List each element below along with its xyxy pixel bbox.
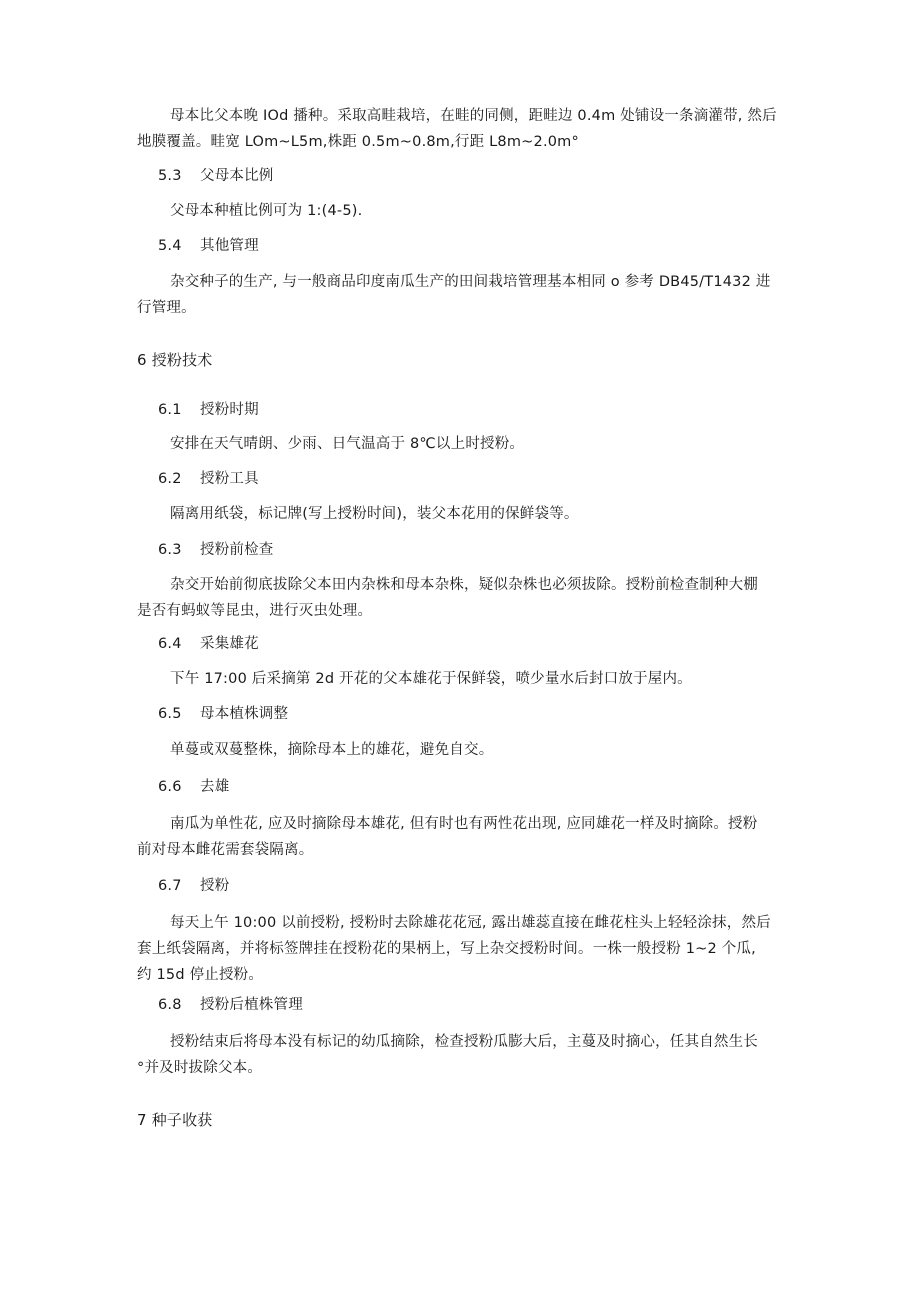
- section-heading-6-7: [158, 876, 229, 896]
- section-number: 6.2: [158, 471, 182, 487]
- section-title: 授粉工具: [200, 471, 259, 487]
- paragraph-line: 套上纸袋隔离，并将标签牌挂在授粉花的果柄上，写上杂交授粉时间。一株一般授粉 1~2 个瓜,: [137, 941, 756, 957]
- paragraph-line: 杂交种子的生产, 与一般商品印度南瓜生产的田间栽培管理基本相同 o 参考 DB45/T1432 进: [170, 274, 771, 290]
- paragraph-line: 隔离用纸袋，标记牌(写上授粉时间)，装父本花用的保鲜袋等。: [170, 506, 579, 522]
- section-number: 6.1: [158, 402, 182, 418]
- paragraph-line: 是否有蚂蚁等昆虫，进行灭虫处理。: [137, 603, 373, 619]
- section-heading-6-8: [158, 995, 303, 1015]
- section-number: 6.8: [158, 997, 182, 1013]
- section-title: 授粉后植株管理: [200, 997, 303, 1013]
- paragraph-line: 下午 17:00 后采摘第 2d 开花的父本雄花于保鲜袋，喷少量水后封口放于屋内。: [170, 671, 692, 687]
- paragraph-line: 南瓜为单性花, 应及时摘除母本雄花, 但有时也有两性花出现, 应同雄花一样及时摘除。授粉: [170, 816, 758, 832]
- section-heading-6-3: [158, 540, 274, 560]
- section-number: 6.4: [158, 636, 182, 652]
- chapter-heading-7: 7 种子收获: [137, 1111, 213, 1129]
- paragraph-line: 授粉结束后将母本没有标记的幼瓜摘除，检查授粉瓜膨大后，主蔓及时摘心，任其自然生长: [170, 1034, 758, 1050]
- section-heading-6-6: [158, 777, 229, 797]
- paragraph-line: 地膜覆盖。畦宽 LOm~L5m,株距 0.5m~0.8m,行距 L8m~2.0m°: [137, 134, 579, 150]
- paragraph-line: 杂交开始前彻底拔除父本田内杂株和母本杂株，疑似杂株也必须拔除。授粉前检查制种大棚: [170, 577, 758, 593]
- section-title: 授粉前检查: [200, 542, 274, 558]
- section-heading-6-1: [158, 400, 259, 420]
- paragraph-line: 安排在天气晴朗、少雨、日气温高于 8℃以上时授粉。: [170, 436, 525, 452]
- section-heading-6-5: [158, 704, 288, 724]
- section-heading-6-2: [158, 469, 259, 489]
- section-number: 6.3: [158, 542, 182, 558]
- section-number: 5.3: [158, 168, 182, 184]
- paragraph-line: 行管理。: [137, 300, 196, 316]
- section-title: 父母本比例: [200, 168, 274, 184]
- section-title: 母本植株调整: [200, 706, 289, 722]
- section-number: 6.7: [158, 878, 182, 894]
- section-heading-5-3: [158, 166, 274, 186]
- paragraph-line: 母本比父本晚 IOd 播种。采取高畦栽培，在畦的同侧，距畦边 0.4m 处铺设一条滴灌带, 然后: [170, 108, 777, 124]
- paragraph-line: °并及时拔除父本。: [137, 1060, 263, 1076]
- paragraph-line: 前对母本雌花需套袋隔离。: [137, 842, 314, 858]
- paragraph-line: 约 15d 停止授粉。: [137, 967, 264, 983]
- section-title: 采集雄花: [200, 636, 259, 652]
- paragraph-line: 父母本种植比例可为 1:(4-5).: [170, 203, 363, 219]
- chapter-heading-6: 6 授粉技术: [137, 351, 213, 369]
- paragraph-line: 单蔓或双蔓整株，摘除母本上的雄花，避免自交。: [170, 742, 494, 758]
- section-title: 其他管理: [200, 238, 259, 254]
- section-heading-6-4: [158, 634, 259, 654]
- section-heading-5-4: [158, 236, 259, 256]
- section-title: 授粉时期: [200, 402, 259, 418]
- paragraph-line: 每天上午 10:00 以前授粉, 授粉时去除雄花花冠, 露出雄蕊直接在雌花柱头上轻轻涂抹，然后: [170, 915, 771, 931]
- section-number: 6.5: [158, 706, 182, 722]
- section-number: 6.6: [158, 779, 182, 795]
- section-title: 授粉: [200, 878, 230, 894]
- section-number: 5.4: [158, 238, 182, 254]
- section-title: 去雄: [200, 779, 230, 795]
